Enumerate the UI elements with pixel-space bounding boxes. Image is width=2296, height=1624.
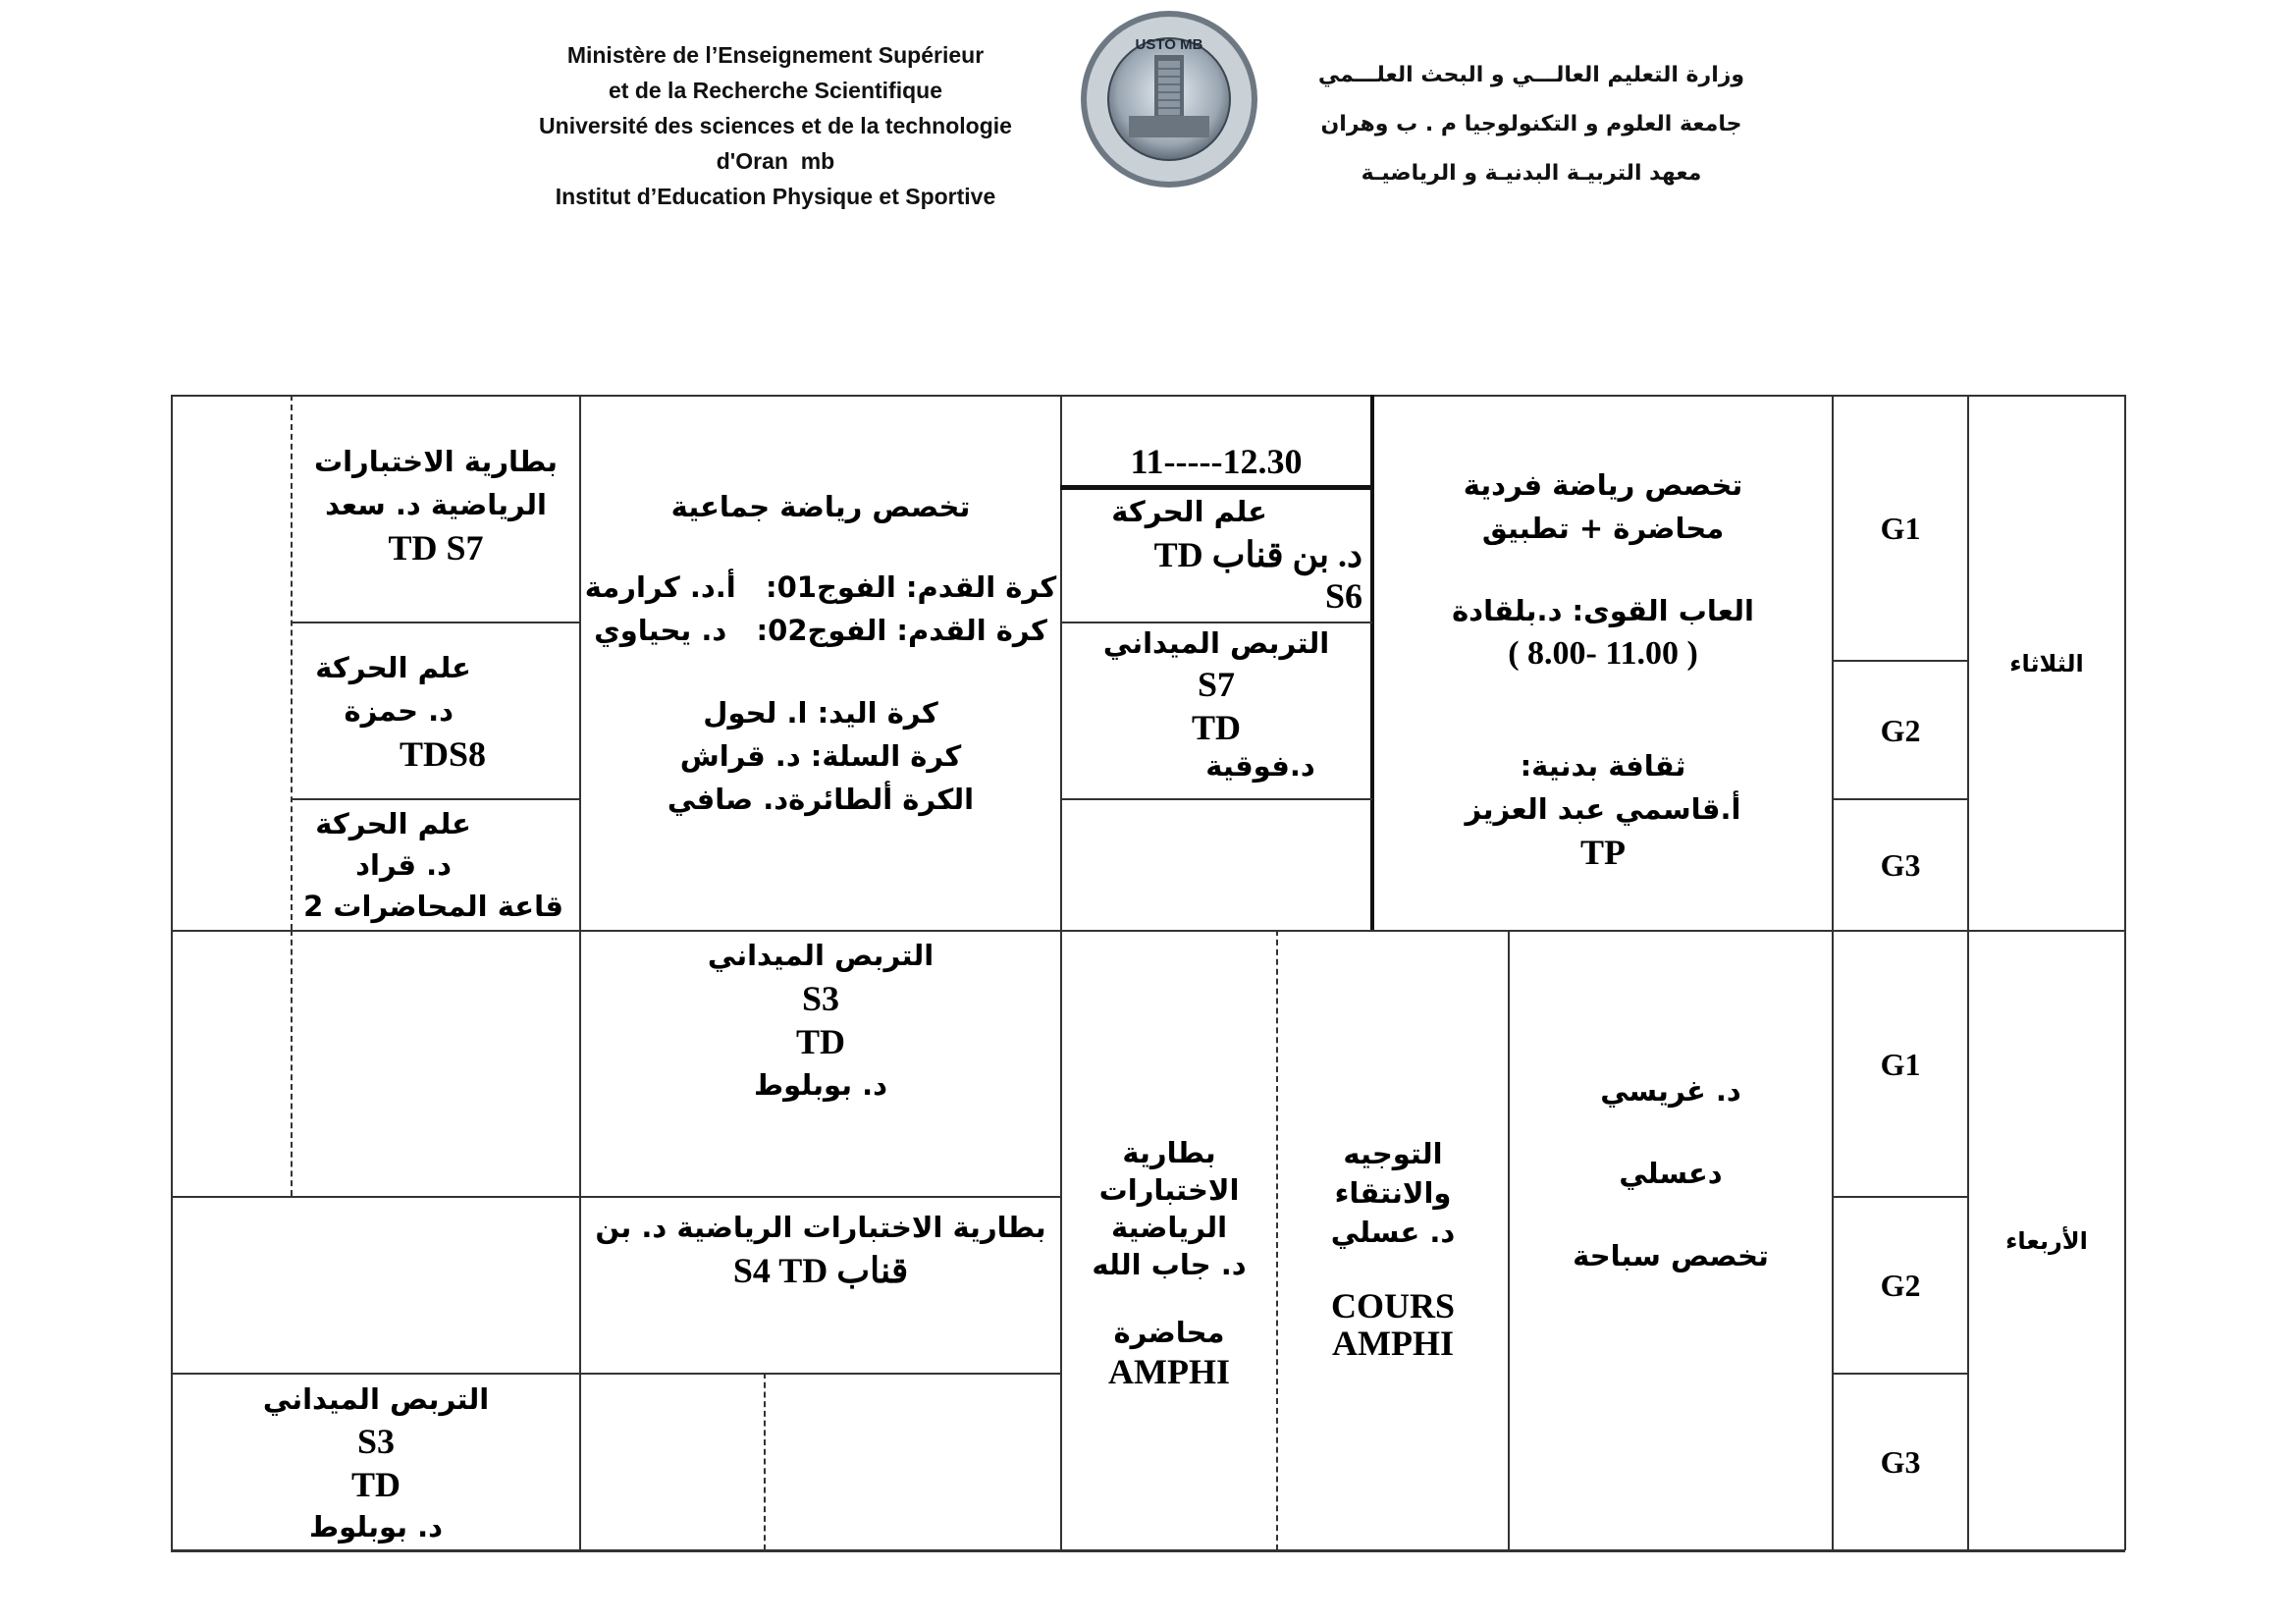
session-room: قاعة المحاضرات 2 (303, 890, 563, 923)
group-g1 (1834, 932, 1967, 1196)
session-swimming (1510, 932, 1832, 1549)
session-kind: TD (351, 1465, 401, 1504)
session-kind: TD S7 (388, 528, 484, 568)
session-kind: TD (796, 1022, 846, 1061)
session-title: التربص الميداني (707, 939, 934, 972)
group-g3 (1834, 800, 1967, 930)
session-volleyball: الكرة ألطائرةد. صافي (667, 783, 975, 816)
session-title: علم الحركة (315, 651, 471, 684)
ministry-line-ar: وزارة التعليم العالـــي و البحث العلـــمي (1317, 63, 1745, 87)
header-arabic (1306, 51, 1757, 198)
session-teacher: د. بوبلوط (753, 1068, 888, 1102)
university-line: Université des sciences et de la technologie (539, 113, 1012, 138)
session-teacher: دعسلي (1619, 1157, 1723, 1190)
day-wednesday (1969, 932, 2124, 1549)
session-title-3: الرياضية (1110, 1211, 1228, 1244)
logo-text: USTO MB (1135, 36, 1203, 53)
session-level: S7 (1197, 665, 1236, 704)
session-football-g2: كرة القدم: الفوج02: د. يحياوي (594, 614, 1047, 647)
day-label: الثلاثاء (2009, 649, 2084, 677)
session-internship-s3 (581, 932, 1060, 1196)
time-slot (1062, 397, 1370, 485)
session-teacher: د. غريسي (1600, 1074, 1741, 1108)
session-teacher: د. بوبلوط (308, 1510, 444, 1543)
session-level: S3 (356, 1422, 396, 1461)
session-room: AMPHI (1332, 1324, 1454, 1363)
university-city-line: d'Oran mb (716, 148, 835, 174)
time-slot-label: 12.30-----11 (1130, 442, 1303, 481)
ministry-line-2: et de la Recherche Scientifique (608, 78, 942, 103)
session-title: بطارية الاختبارات الرياضية د. بن (595, 1211, 1046, 1244)
session-teacher: الرياضية د. سعد (325, 488, 547, 521)
session-type: محاضرة + تطبيق (1481, 512, 1725, 545)
session-teacher: د. عسلي (1330, 1216, 1456, 1249)
day-label: الأربعاء (2005, 1226, 2088, 1255)
session-test-battery-s7 (293, 397, 579, 622)
session-test-battery-lecture (1062, 932, 1276, 1549)
session-basketball: كرة السلة: د. قراش (679, 739, 962, 773)
session-teacher: قناب S4 TD (732, 1251, 909, 1290)
session-test-battery-s4 (581, 1198, 1060, 1373)
group-g2 (1834, 1198, 1967, 1373)
session-title: تخصص سباحة (1573, 1239, 1769, 1272)
session-title: التوجيه (1343, 1137, 1443, 1170)
session-level: S6 (1324, 576, 1362, 616)
group-label: G1 (1880, 511, 1921, 546)
institute-line: Institut d’Education Physique et Sportive (555, 184, 996, 209)
session-title: تخصص رياضة فردية (1463, 468, 1743, 502)
session-teacher: د. حمزة (344, 694, 454, 728)
institute-line-ar: معهد التربيـة البدنيـة و الرياضيـة (1361, 161, 1702, 186)
session-kind: محاضرة (1113, 1316, 1225, 1349)
group-g2 (1834, 662, 1967, 798)
day-tuesday (1969, 397, 2124, 930)
session-title-2: والانتقاء (1334, 1176, 1452, 1210)
session-title: التربص الميداني (1102, 626, 1330, 660)
session-kind: COURS (1330, 1286, 1456, 1326)
session-title: بطارية الاختبارات (313, 445, 559, 478)
session-kinesiology-s6 (1062, 490, 1370, 622)
session-football-g1: كرة القدم: الفوج01: أ.د. كرارمة (584, 570, 1057, 604)
session-room: AMPHI (1108, 1352, 1230, 1391)
group-g1 (1834, 397, 1967, 660)
session-title-2: الاختبارات (1098, 1173, 1240, 1207)
session-teacher: د.فوقية (1205, 749, 1315, 783)
session-teacher: العاب القوى: د.بلقادة (1452, 594, 1754, 627)
ministry-line: Ministère de l’Enseignement Supérieur (566, 42, 985, 68)
university-seal-icon (1078, 6, 1260, 192)
session-title: التربص الميداني (262, 1382, 490, 1416)
session-kinesiology-hall (293, 800, 579, 930)
group-label: G2 (1880, 1268, 1921, 1303)
session-level: S3 (801, 979, 840, 1018)
session-kind: TDS8 (399, 734, 486, 774)
session-subject: ثقافة بدنية: (1520, 749, 1686, 783)
session-internship-s3-g3 (173, 1375, 579, 1549)
group-label: G1 (1880, 1046, 1921, 1082)
table-border-right (2124, 395, 2126, 1550)
session-teacher: د. قراد (355, 848, 452, 882)
session-kinesiology-s8 (293, 623, 579, 798)
session-team-sport (581, 397, 1060, 930)
session-kind: TP (1580, 833, 1627, 872)
session-time: ( 11.00 -8.00 ) (1508, 635, 1698, 672)
group-label: G3 (1880, 1444, 1921, 1480)
session-title: علم الحركة (315, 807, 471, 840)
session-teacher: د. بن قناب TD (1153, 535, 1362, 574)
header-french (510, 37, 1041, 214)
session-individual-sport (1374, 397, 1832, 930)
session-title: تخصص رياضة جماعية (670, 490, 971, 523)
divider-dashed (764, 1373, 766, 1550)
session-title: علم الحركة (1111, 495, 1267, 528)
session-handball: كرة اليد: ا. لحول (703, 696, 938, 730)
row-line (1060, 798, 1372, 800)
divider-dashed (291, 930, 293, 1196)
session-teacher: أ.قاسمي عبد العزيز (1465, 792, 1741, 826)
university-line-ar: جامعة العلوم و التكنولوجيا م . ب وهران (1320, 112, 1742, 136)
group-label: G2 (1880, 712, 1921, 748)
group-label: G3 (1880, 847, 1921, 883)
session-title: بطارية (1122, 1136, 1216, 1169)
session-kind: TD (1192, 708, 1242, 747)
group-g3 (1834, 1375, 1967, 1549)
session-internship-s7 (1062, 623, 1370, 798)
session-teacher: د. جاب الله (1092, 1248, 1247, 1281)
session-orientation (1278, 932, 1508, 1549)
